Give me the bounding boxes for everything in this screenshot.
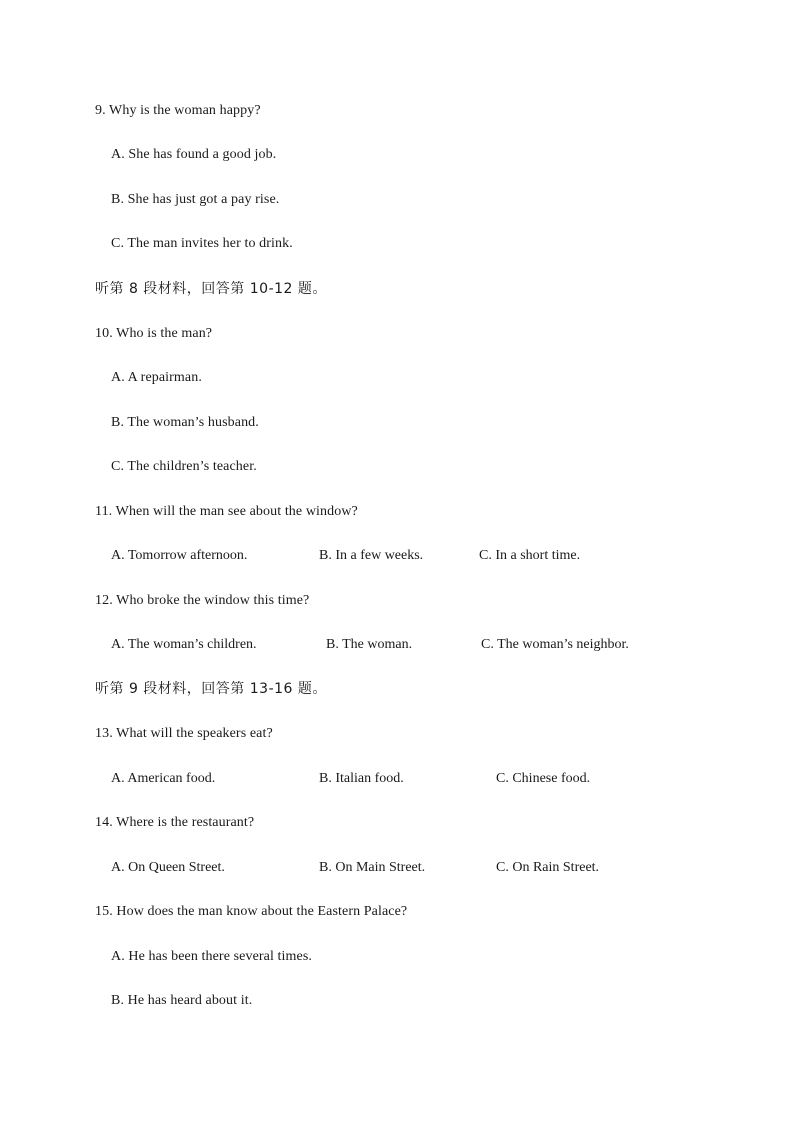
question-12: 12. Who broke the window this time? — [95, 593, 310, 608]
question-15: 15. How does the man know about the Eastern Palace? — [95, 904, 408, 919]
q13-option-b: B. Italian food. — [319, 771, 404, 786]
q14-option-a: A. On Queen Street. — [111, 860, 225, 875]
section-9-instruction: 听第 9 段材料，回答第 13-16 题。 — [95, 681, 327, 697]
question-13: 13. What will the speakers eat? — [95, 726, 273, 741]
q14-option-b: B. On Main Street. — [319, 860, 426, 875]
question-14: 14. Where is the restaurant? — [95, 815, 255, 830]
q14-options-row — [0, 859, 794, 877]
question-9: 9. Why is the woman happy? — [95, 103, 261, 118]
q15-option-b: B. He has heard about it. — [111, 993, 253, 1008]
q12-options-row — [0, 636, 794, 654]
q12-option-b: B. The woman. — [326, 637, 413, 652]
q10-option-c: C. The children’s teacher. — [111, 459, 257, 474]
q12-option-c: C. The woman’s neighbor. — [481, 637, 629, 652]
q12-option-a: A. The woman’s children. — [111, 637, 257, 652]
q11-options-row — [0, 547, 794, 565]
q14-option-c: C. On Rain Street. — [496, 860, 600, 875]
section-8-instruction: 听第 8 段材料，回答第 10-12 题。 — [95, 281, 327, 297]
q13-options-row — [0, 770, 794, 788]
question-10: 10. Who is the man? — [95, 326, 213, 341]
q13-option-a: A. American food. — [111, 771, 216, 786]
q10-option-b: B. The woman’s husband. — [111, 415, 259, 430]
q11-option-a: A. Tomorrow afternoon. — [111, 548, 248, 563]
question-11: 11. When will the man see about the window? — [95, 504, 358, 519]
q13-option-c: C. Chinese food. — [496, 771, 591, 786]
q11-option-b: B. In a few weeks. — [319, 548, 424, 563]
q9-option-b: B. She has just got a pay rise. — [111, 192, 280, 207]
q9-option-c: C. The man invites her to drink. — [111, 236, 293, 251]
q10-option-a: A. A repairman. — [111, 370, 202, 385]
q15-option-a: A. He has been there several times. — [111, 949, 312, 964]
q11-option-c: C. In a short time. — [479, 548, 581, 563]
q9-option-a: A. She has found a good job. — [111, 147, 277, 162]
